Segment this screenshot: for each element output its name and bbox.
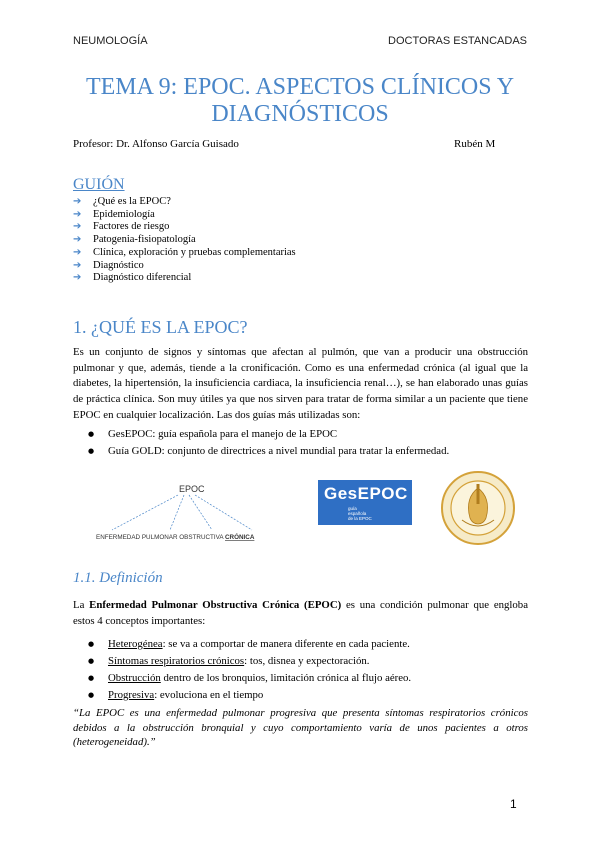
definition-quote: “La EPOC es una enfermedad pulmonar progresiva que presenta síntomas respiratorios crónicos debidos a la obstrucción bronquial y cuyo comportamiento varía de unos pacientes a otros (heterogeneidad).”	[73, 707, 528, 749]
arrow-right-icon: ➔	[73, 259, 82, 271]
arrow-right-icon: ➔	[73, 234, 82, 246]
guion-item-label: Clínica, exploración y pruebas complementarias	[93, 246, 296, 258]
professor-line: Profesor: Dr. Alfonso García Guisado	[73, 138, 239, 150]
running-header-right: DOCTORAS ESTANCADAS	[388, 35, 527, 47]
arrow-right-icon: ➔	[73, 196, 82, 207]
guion-item-label: Factores de riesgo	[93, 221, 170, 233]
section-1-heading: 1. ¿QUÉ ES LA EPOC?	[73, 317, 248, 337]
list-item: ● Guía GOLD: conjunto de directrices a nivel mundial para tratar la enfermedad.	[88, 443, 449, 460]
gesepoc-logo	[318, 480, 412, 525]
guion-item-label: Diagnóstico	[93, 259, 144, 271]
section-1-paragraph: Es un conjunto de signos y síntomas que afectan al pulmón, que van a producir una obstrucción pulmonar y que, además, tiende a la cronificación. Como es una enfermedad crónica (al igual que la diabetes, la hipertensión, la insuficiencia cardiaca, la insuficiencia renal…), se han elaborado unas guías de práctica clínica. Son muy útiles ya que nos sirven para tratar de forma similar a un paciente que tiene EPOC en cualquier localización. Las dos guías más utilizadas son:	[73, 346, 528, 421]
arrow-right-icon: ➔	[73, 272, 82, 284]
guion-item-label: Epidemiología	[93, 208, 155, 220]
gesepoc-logo-name: GesEPOC	[324, 484, 408, 503]
list-item: ● Heterogénea: se va a comportar de manera diferente en cada paciente.	[88, 636, 411, 653]
arrow-right-icon: ➔	[73, 208, 82, 220]
guides-list	[88, 426, 449, 460]
author-name: Rubén M	[454, 138, 496, 150]
gesepoc-logo-subtitle: guía española de la EPOC	[348, 506, 372, 521]
page-number: 1	[510, 797, 517, 811]
guion-item	[73, 196, 296, 209]
concepts-list	[88, 636, 411, 704]
diagram-connectors	[112, 495, 252, 530]
arrow-right-icon: ➔	[73, 221, 82, 233]
guion-item	[73, 260, 296, 273]
epoc-acronym-diagram	[92, 478, 282, 546]
guion-item-label: Diagnóstico diferencial	[93, 272, 192, 284]
guion-item-label: Patogenia-fisiopatología	[93, 234, 196, 246]
list-item: ● Síntomas respiratorios crónicos: tos, disnea y expectoración.	[88, 653, 411, 670]
running-header-left: NEUMOLOGÍA	[73, 35, 148, 47]
society-seal-icon	[440, 470, 516, 546]
term-bold: Enfermedad Pulmonar Obstructiva Crónica (EPOC)	[89, 599, 342, 611]
guion-item-label: ¿Qué es la EPOC?	[93, 196, 171, 207]
page-title	[60, 74, 540, 128]
title-line-1: TEMA 9: EPOC. ASPECTOS CLÍNICOS Y	[85, 74, 515, 100]
guion-item	[73, 272, 296, 285]
guion-list	[73, 196, 296, 285]
guion-heading: GUIÓN	[73, 176, 125, 193]
guion-item	[73, 247, 296, 260]
title-line-2: DIAGNÓSTICOS	[211, 101, 389, 127]
arrow-right-icon: ➔	[73, 246, 82, 258]
guion-item	[73, 234, 296, 247]
list-item: ● GesEPOC: guía española para el manejo de la EPOC	[88, 426, 449, 443]
guion-item	[73, 209, 296, 222]
diagram-bottom-label: ENFERMEDAD PULMONAR OBSTRUCTIVA CRÓNICA	[96, 534, 255, 541]
list-item: ● Progresiva: evoluciona en el tiempo	[88, 687, 411, 704]
section-1-1-heading: 1.1. Definición	[73, 570, 163, 586]
diagram-top-label: EPOC	[179, 484, 205, 494]
guion-item	[73, 221, 296, 234]
definition-intro: La Enfermedad Pulmonar Obstructiva Crónica (EPOC) es una condición pulmonar que engloba estos 4 conceptos importantes:	[73, 599, 528, 627]
list-item: ● Obstrucción dentro de los bronquios, limitación crónica al flujo aéreo.	[88, 670, 411, 687]
